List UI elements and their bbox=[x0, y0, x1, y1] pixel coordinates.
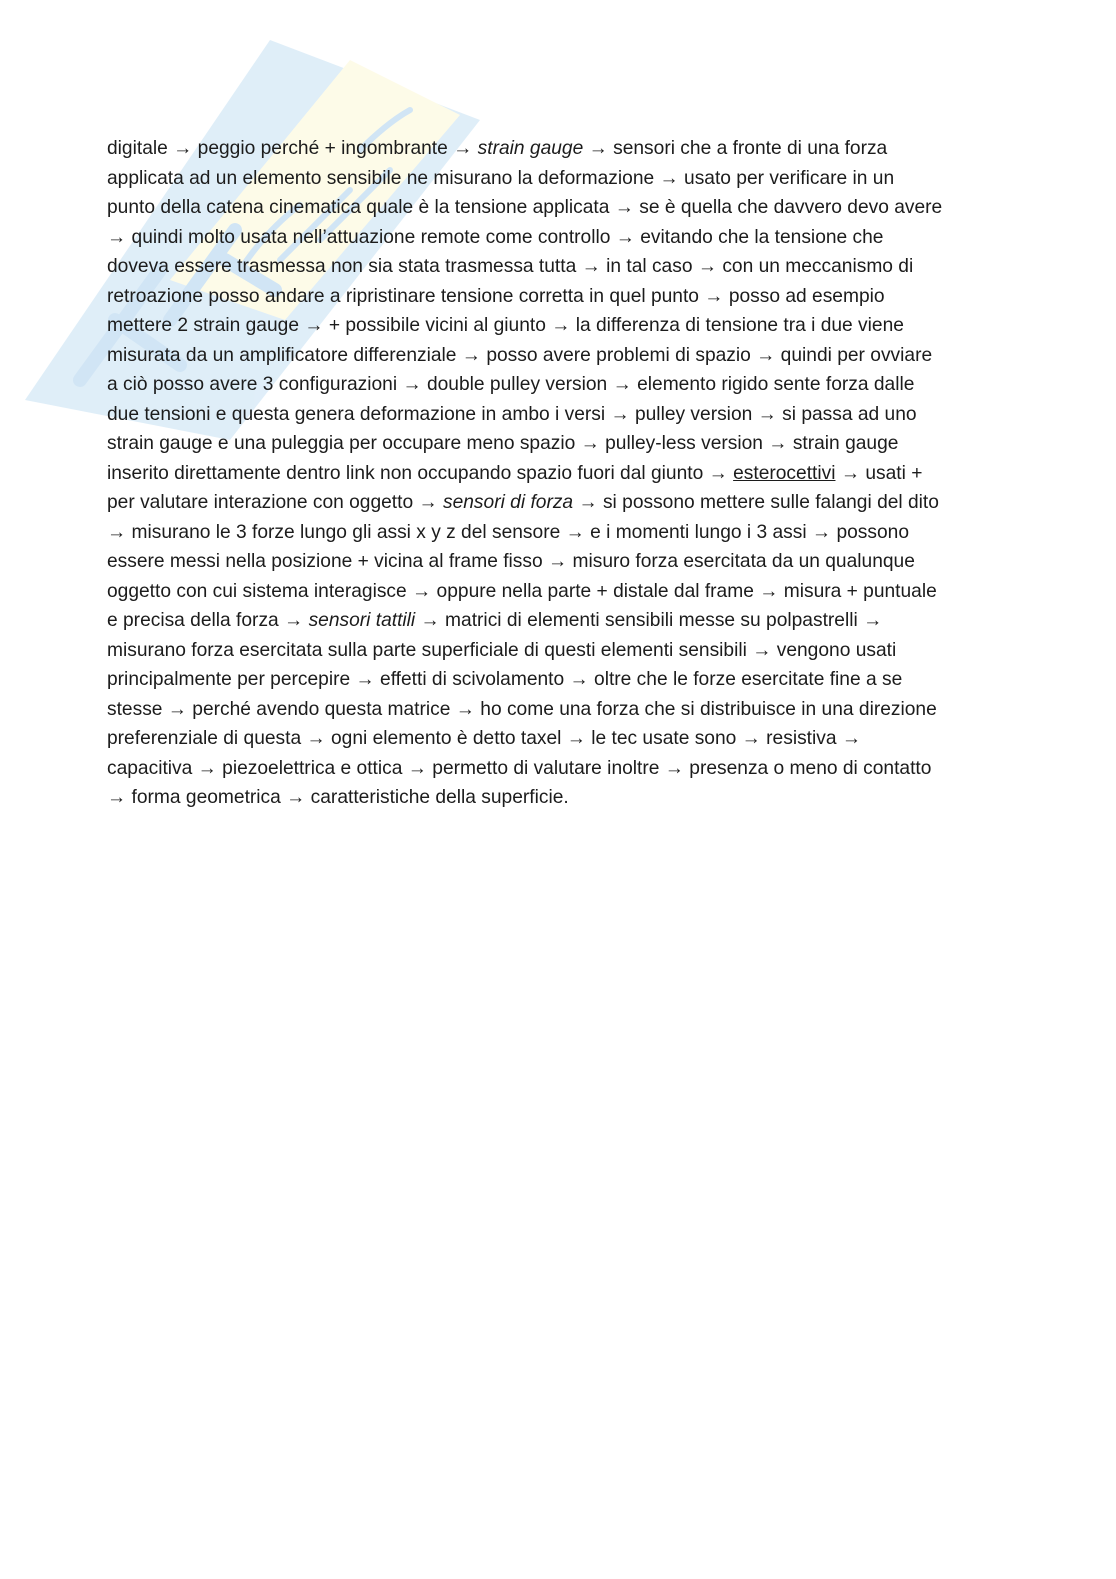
text-line bbox=[107, 252, 1011, 282]
document-body-text bbox=[107, 134, 1011, 813]
text-run: → usati + bbox=[835, 462, 923, 484]
text-run: → quindi molto usata nell’attuazione remote come controllo → evitando che la tensione che bbox=[107, 226, 884, 248]
text-line bbox=[107, 665, 1011, 695]
text-run: → sensori che a fronte di una forza bbox=[583, 138, 888, 159]
text-run: → forma geometrica → caratteristiche della superficie. bbox=[107, 787, 569, 808]
text-line bbox=[107, 341, 1011, 371]
text-line bbox=[107, 370, 1011, 400]
text-run: → matrici di elementi sensibili messe su polpastrelli → bbox=[415, 610, 883, 631]
text-line bbox=[107, 547, 1011, 577]
text-line bbox=[107, 282, 1011, 312]
text-run: essere messi nella posizione + vicina al frame fisso → misuro forza esercitata da un qualunque bbox=[107, 551, 915, 572]
text-run: mettere 2 strain gauge → + possibile vicini al giunto → la differenza di tensione tra i due viene bbox=[107, 315, 904, 336]
text-line bbox=[107, 459, 1011, 489]
text-line bbox=[107, 577, 1011, 607]
text-line bbox=[107, 783, 1011, 813]
text-run: digitale → peggio perché + ingombrante → bbox=[107, 138, 478, 159]
text-line bbox=[107, 429, 1011, 459]
text-line bbox=[107, 724, 1011, 754]
text-line bbox=[107, 754, 1011, 784]
text-run: strain gauge e una puleggia per occupare meno spazio → pulley-less version → strain gauge bbox=[107, 433, 899, 454]
text-run: → si possono mettere sulle falangi del dito bbox=[573, 492, 939, 513]
text-run: stesse → perché avendo questa matrice → ho come una forza che si distribuisce in una direzione bbox=[107, 698, 937, 720]
text-line bbox=[107, 518, 1011, 548]
text-run: preferenziale di questa → ogni elemento è detto taxel → le tec usate sono → resistiva → bbox=[107, 728, 862, 749]
text-run: per valutare interazione con oggetto → bbox=[107, 492, 443, 513]
text-run: misurata da un amplificatore differenziale → posso avere problemi di spazio → quindi per ovviare bbox=[107, 344, 933, 366]
underlined-term: esterocettivi bbox=[733, 462, 836, 484]
text-run: a ciò posso avere 3 configurazioni → double pulley version → elemento rigido sente forza dalle bbox=[107, 374, 915, 395]
text-line bbox=[107, 134, 1011, 164]
text-run: e precisa della forza → bbox=[107, 610, 309, 631]
text-line bbox=[107, 400, 1011, 430]
text-run: inserito direttamente dentro link non occupando spazio fuori dal giunto → bbox=[107, 462, 734, 484]
text-line bbox=[107, 636, 1011, 666]
text-line bbox=[107, 193, 1011, 223]
text-run: oggetto con cui sistema interagisce → oppure nella parte + distale dal frame → misura + puntuale bbox=[107, 580, 937, 602]
text-line bbox=[107, 164, 1011, 194]
text-line bbox=[107, 311, 1011, 341]
text-run: punto della catena cinematica quale è la tensione applicata → se è quella che davvero devo avere bbox=[107, 197, 943, 218]
text-run: misurano forza esercitata sulla parte superficiale di questi elementi sensibili → vengono usati bbox=[107, 639, 897, 661]
text-run: principalmente per percepire → effetti di scivolamento → oltre che le forze esercitate fine a se bbox=[107, 669, 903, 690]
text-run: applicata ad un elemento sensibile ne misurano la deformazione → usato per verificare in un bbox=[107, 167, 895, 189]
italic-term: sensori tattili bbox=[308, 610, 416, 631]
text-line bbox=[107, 606, 1011, 636]
text-run: retroazione posso andare a ripristinare tensione corretta in quel punto → posso ad esempio bbox=[107, 285, 885, 307]
italic-term: sensori di forza bbox=[443, 492, 574, 513]
text-run: → misurano le 3 forze lungo gli assi x y z del sensore → e i momenti lungo i 3 assi → possono bbox=[107, 521, 909, 543]
italic-term: strain gauge bbox=[477, 138, 584, 159]
text-run: capacitiva → piezoelettrica e ottica → permetto di valutare inoltre → presenza o meno di contatto bbox=[107, 757, 932, 779]
text-line bbox=[107, 695, 1011, 725]
text-line bbox=[107, 223, 1011, 253]
text-run: due tensioni e questa genera deformazione in ambo i versi → pulley version → si passa ad uno bbox=[107, 403, 917, 425]
text-run: doveva essere trasmessa non sia stata trasmessa tutta → in tal caso → con un meccanismo di bbox=[107, 256, 914, 277]
text-line bbox=[107, 488, 1011, 518]
